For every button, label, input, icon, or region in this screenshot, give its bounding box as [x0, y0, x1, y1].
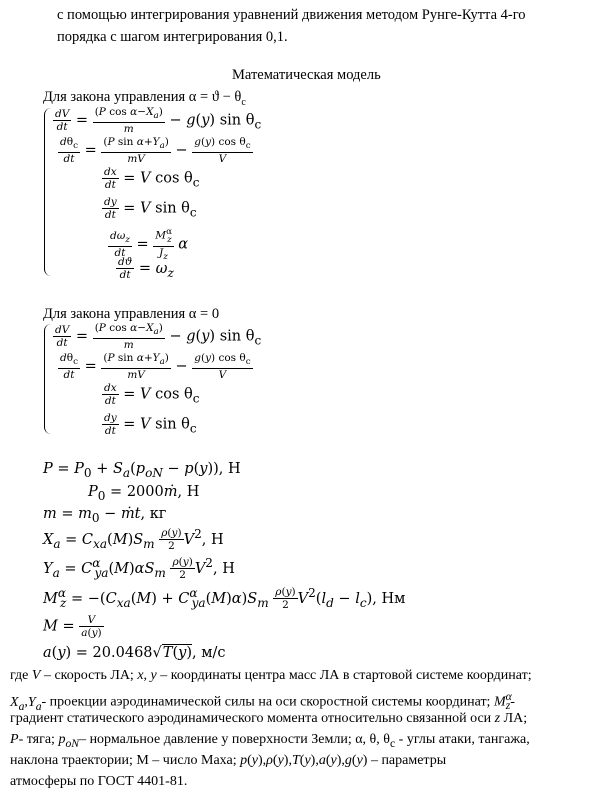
intro-line-2: порядка с шагом интегрирования 0,1.: [57, 29, 288, 45]
law2-eq-dtheta: $\frac{d\theta_c}{dt}$ = $\frac{(P \sin \alpha+Y_a)}{mV}$ − $\frac{g(y) \cos \theta_c}{V}$: [60, 352, 251, 382]
legend-line-1: где V – скорость ЛА; x, y – координаты центра масс ЛА в стартовой системе координат;: [10, 668, 532, 683]
formula-mach: M = $\frac{V}{a(y)}$: [43, 614, 102, 639]
law1-eq-dy: $\frac{dy}{dt}$ = V $\sin \theta_c$: [104, 196, 197, 221]
system-brace-2: [44, 324, 51, 434]
formula-lift: $Y_a = C^\alpha_{ya}(M)\alpha S_m$ $\frac{\rho(y)}{2}$ $V^2$, Н: [43, 556, 235, 582]
law2-eq-dx: $\frac{dx}{dt}$ = V $\cos \theta_c$: [104, 382, 200, 407]
law1-eq-dtheta: $\frac{d\theta_c}{dt}$ = $\frac{(P \sin \alpha+Y_a)}{mV}$ − $\frac{g(y) \cos \theta_c}{V}$: [60, 136, 251, 166]
law1-eq-dvartheta: $\frac{dϑ}{dt}$ = $\omega_z$: [118, 256, 174, 281]
intro-line-1: с помощью интегрирования уравнений движения методом Рунге-Кутта 4-го: [57, 7, 526, 23]
formula-drag: $X_a = C_{xa}(M)S_m$ $\frac{\rho(y)}{2}$ $V^2$, Н: [43, 527, 224, 553]
law2-heading: Для закона управления α = 0: [43, 306, 220, 322]
legend-line-5: наклона траектории; М – число Маха; p(y),ρ(y),T(y),a(y),g(y) – параметры: [10, 753, 447, 768]
section-title: Математическая модель: [232, 67, 381, 83]
law2-eq-dV: $\frac{dV}{dt}$ = $\frac{(P \cos \alpha-X_a)}{m}$ − g(y) $\sin \theta_c$: [55, 322, 262, 352]
legend-line-4: P- тяга; $p_{oN}-$ нормальное давление у поверхности Земли; α, θ, $\theta_c$ - углы атаки, тангажа,: [10, 732, 530, 750]
system-brace-1: [44, 108, 51, 276]
law1-eq-domega: $\frac{d\omega_z}{dt}$ = $\frac{M^\alpha_z}{J_z}$ α: [110, 227, 189, 262]
legend-line-3: градиент статического аэродинамического момента относительно связанной оси z ЛА;: [10, 711, 528, 726]
legend-line-6: атмосферы по ГОСТ 4401-81.: [10, 774, 188, 789]
formula-p0: $P_0$ = 2000ṁ, Н: [88, 484, 200, 503]
law1-heading: Для закона управления $\alpha = ϑ - \theta_c$: [43, 89, 246, 108]
formula-sound-speed: a(y) = 20.0468√T(y), м/с: [43, 645, 226, 661]
law2-eq-dy: $\frac{dy}{dt}$ = V $\sin \theta_c$: [104, 412, 197, 437]
formula-moment: $M^\alpha_z = -(C_{xa}(M) + C^\alpha_{ya}(M)\alpha)S_m$ $\frac{\rho(y)}{2}$ $V^2(l_d - l_c)$, Нм: [43, 586, 406, 612]
formula-mass: $m = m_0$ − ṁt, кг: [43, 506, 167, 525]
law1-eq-dV: $\frac{dV}{dt}$ = $\frac{(P \cos \alpha-X_a)}{m}$ − g(y) $\sin \theta_c$: [55, 106, 262, 136]
legend-line-2: $X_a,Y_a-$ проекции аэродинамической силы на оси скоростной системы координат; $M^\alpha_z-$: [10, 690, 515, 713]
formula-thrust: $P = P_0 + S_a(p_{oN} - p(y))$, Н: [43, 461, 241, 480]
law1-eq-dx: $\frac{dx}{dt}$ = V $\cos \theta_c$: [104, 166, 200, 191]
